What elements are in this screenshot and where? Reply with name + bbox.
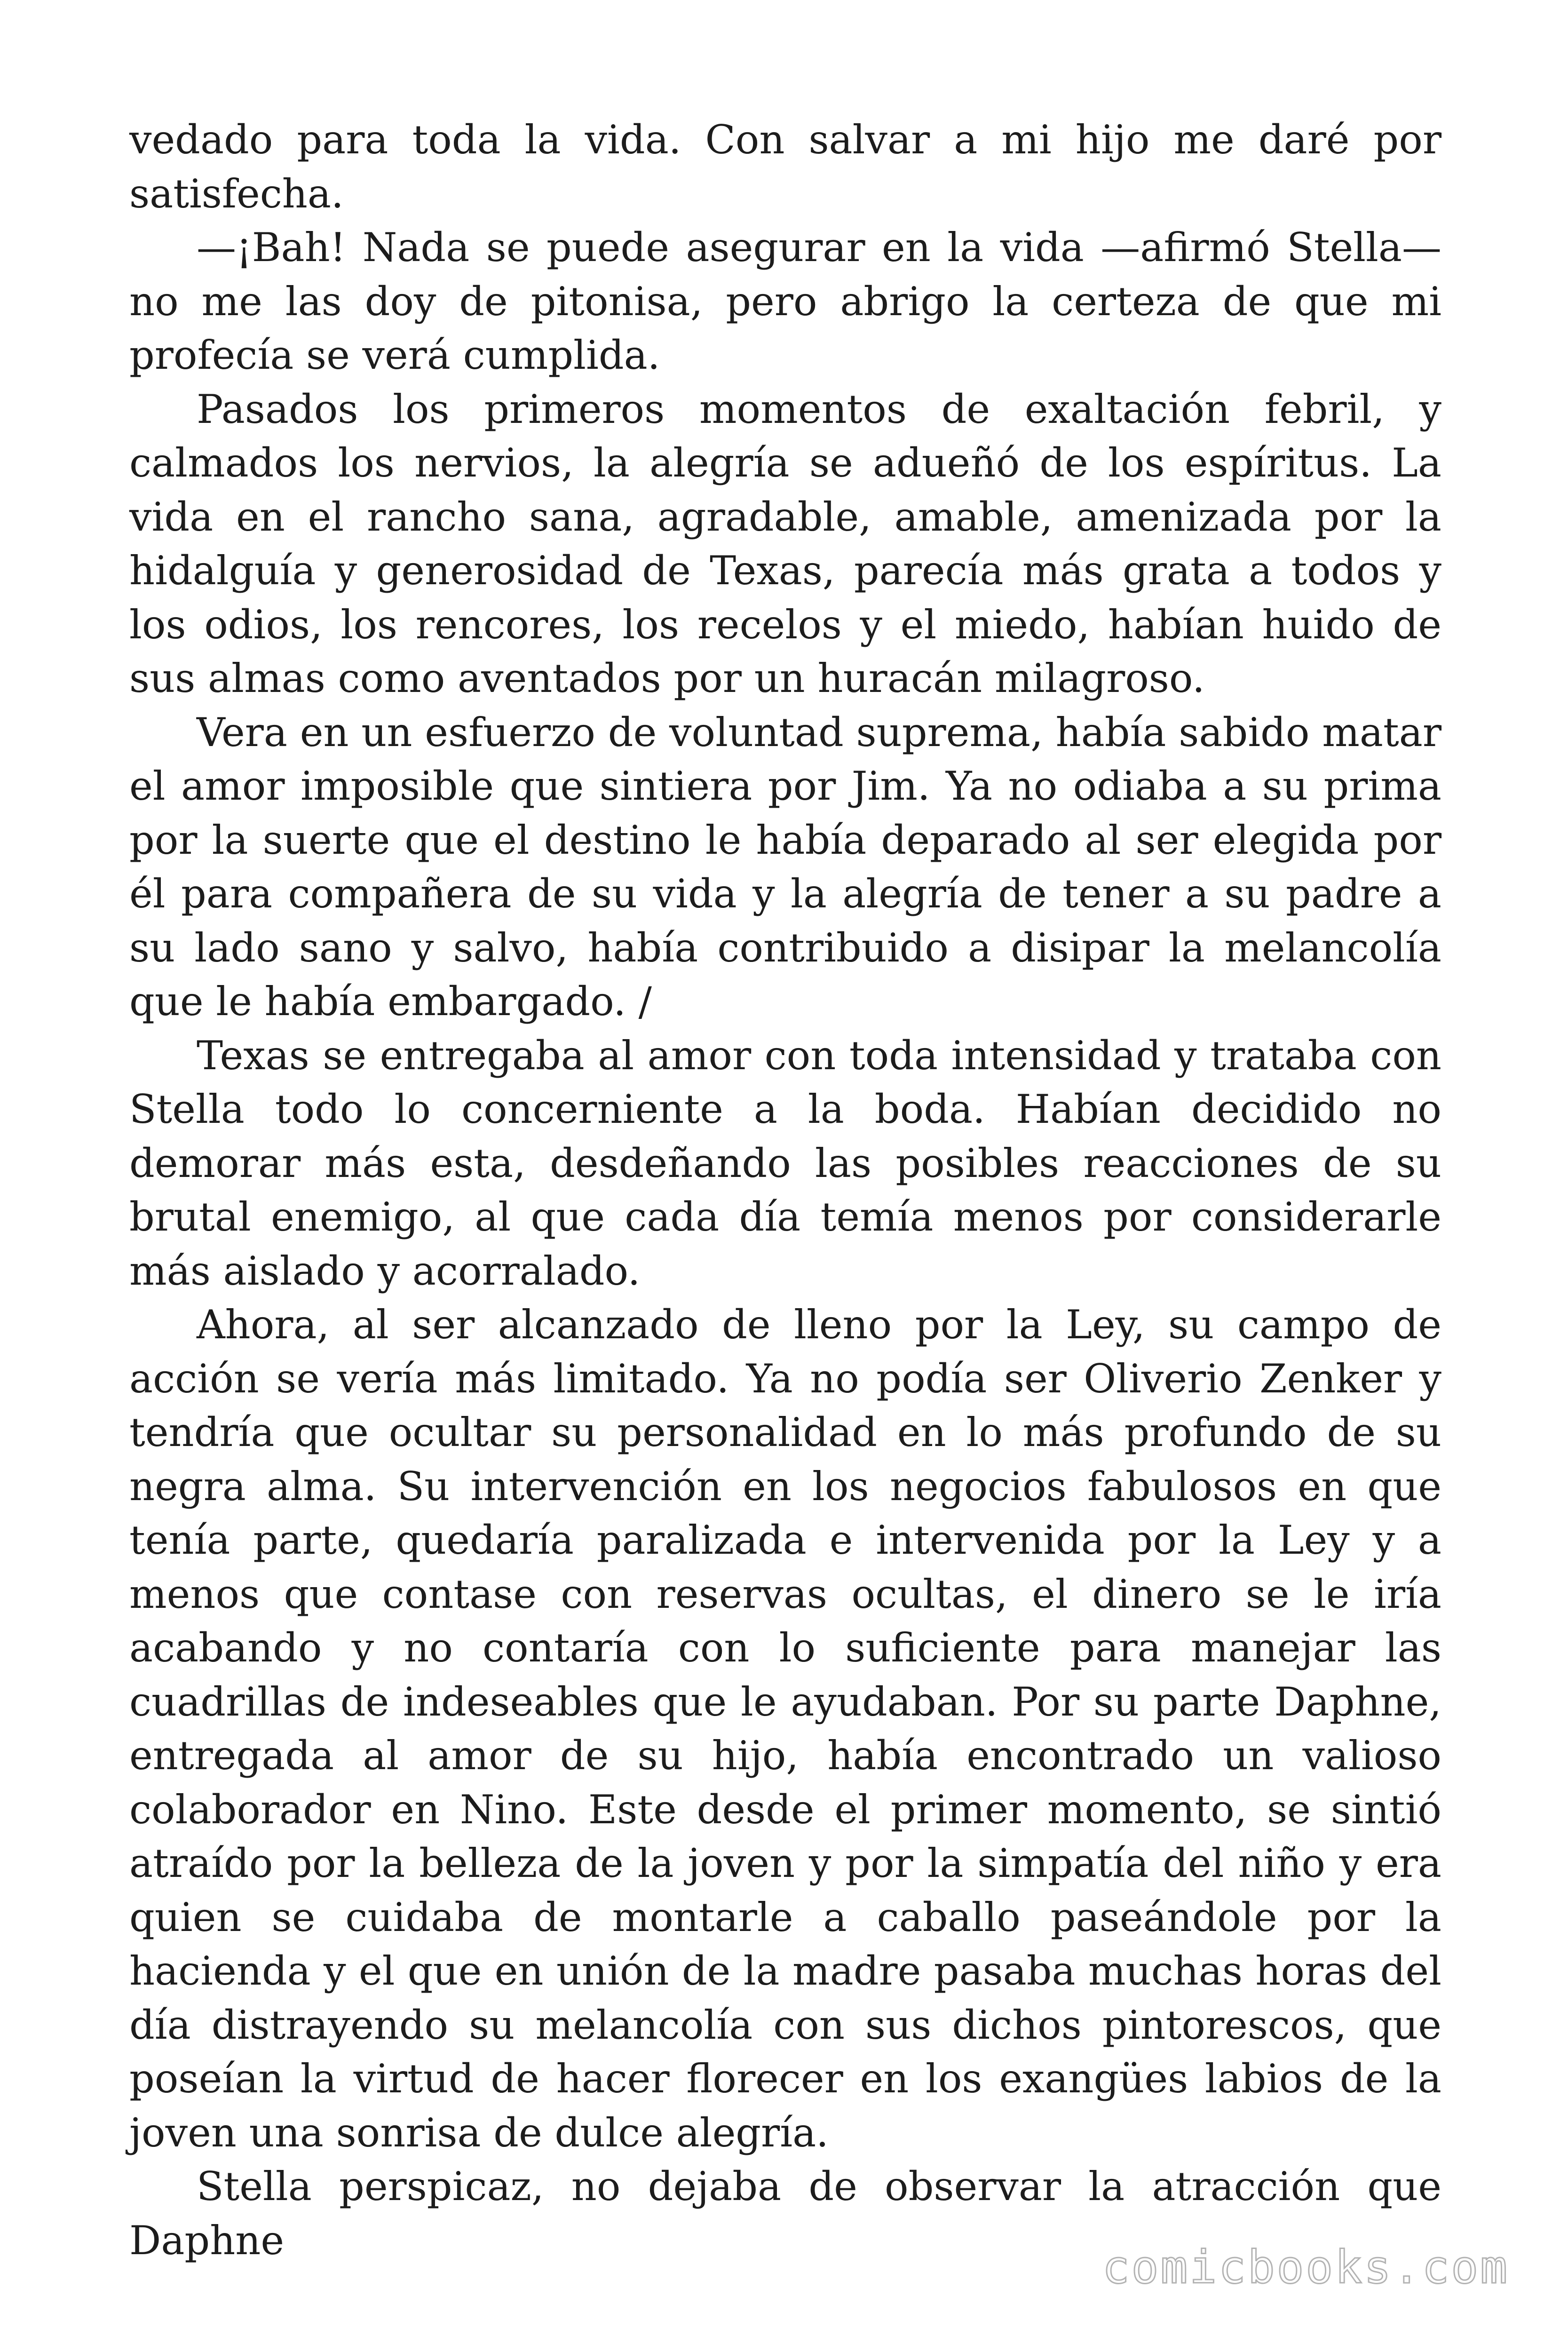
paragraph: Stella perspicaz, no dejaba de observar la atracción que Daphne — [129, 2163, 1441, 2264]
paragraph: vedado para toda la vida. Con salvar a mi hijo me daré por satisfecha. — [129, 117, 1441, 217]
paragraph: Vera en un esfuerzo de voluntad suprema, había sabido matar el amor imposible que sintiera por Jim. Ya no odiaba a su prima por la suerte que el destino le había deparado al ser elegida por él para compañera de su vida y la alegría de tener a su padre a su lado sano y salvo, había contribuido a disipar la melancolía que le había embargado. / — [129, 709, 1441, 1025]
paragraph: —¡Bah! Nada se puede asegurar en la vida —afirmó Stella— no me las doy de pitonisa, pero abrigo la certeza de que mi profecía se verá cumplida. — [129, 224, 1441, 378]
paragraph: Ahora, al ser alcanzado de lleno por la Ley, su campo de acción se vería más limitado. Ya no podía ser Oliverio Zenker y tendría que ocultar su personalidad en lo más profundo de su negra alma. Su intervención en los negocios fabulosos en que tenía parte, quedaría paralizada e intervenida por la Ley y a menos que contase con reservas ocultas, el dinero se le iría acabando y no contaría con lo suficiente para manejar las cuadrillas de indeseables que le ayudaban. Por su parte Daphne, entregada al amor de su hijo, había encontrado un valioso colaborador en Nino. Este desde el primer momento, se sintió atraído por la belleza de la joven y por la simpatía del niño y era quien se cuidaba de montarle a caballo paseándole por la hacienda y el que en unión de la madre pasaba muchas horas del día distrayendo su melancolía con sus dichos pintorescos, que poseían la virtud de hacer florecer en los exangües labios de la joven una sonrisa de dulce alegría. — [129, 1302, 1441, 2156]
paragraph: Pasados los primeros momentos de exaltación febril, y calmados los nervios, la alegría se adueñó de los espíritus. La vida en el rancho sana, agradable, amable, amenizada por la hidalguía y generosidad de Texas, parecía más grata a todos y los odios, los rencores, los recelos y el miedo, habían huido de sus almas como aventados por un huracán milagroso. — [129, 386, 1441, 701]
page-text — [129, 113, 1441, 2267]
paragraph: Texas se entregaba al amor con toda intensidad y trataba con Stella todo lo concerniente a la boda. Habían decidido no demorar más esta, desdeñando las posibles reacciones de su brutal enemigo, al que cada día temía menos por considerarle más aislado y acorralado. — [129, 1032, 1441, 1294]
watermark: comicbooks.com — [1102, 2241, 1509, 2294]
